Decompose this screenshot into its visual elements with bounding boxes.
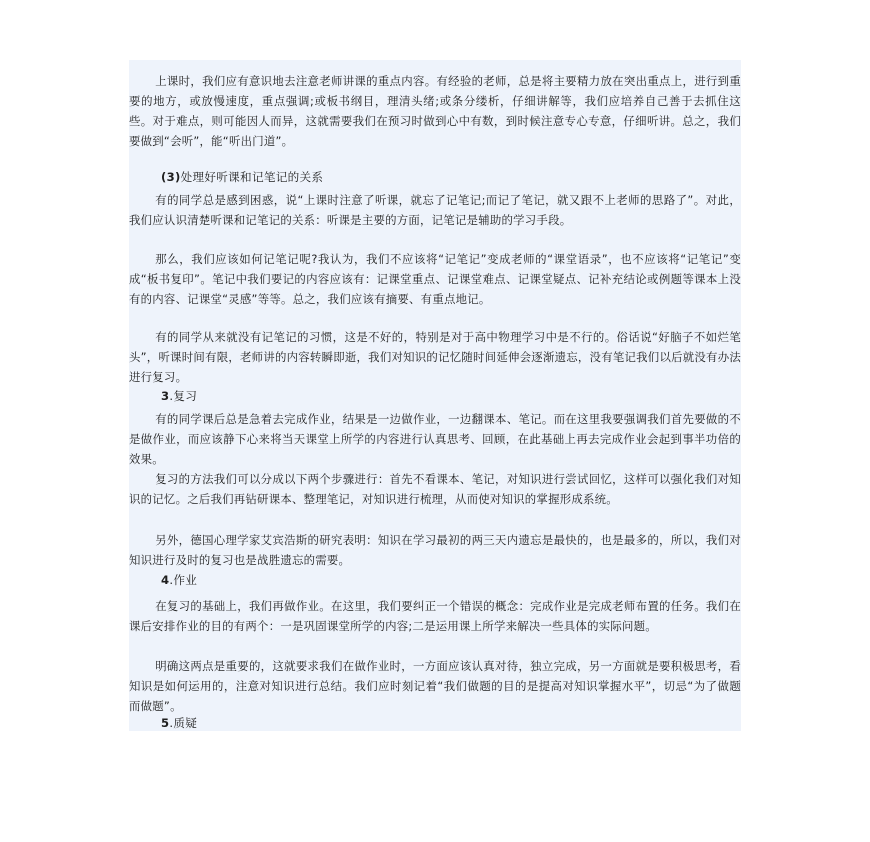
heading-review	[161, 386, 197, 406]
heading-text: .作业	[169, 573, 198, 587]
heading-homework	[161, 570, 197, 590]
paragraph-review-first: 有的同学课后总是急着去完成作业，结果是一边做作业，一边翻课本、笔记。而在这里我要强调我们首先要做的不是做作业，而应该静下心来将当天课堂上所学的内容进行认真思考、回顾，在此基础上再去完成作业会起到事半功倍的效果。	[129, 412, 741, 466]
heading-text: .复习	[169, 389, 198, 403]
heading-number: 4	[161, 573, 170, 587]
heading-text: .质疑	[169, 716, 198, 730]
document-page	[129, 60, 741, 731]
paragraph-listening-focus: 上课时，我们应有意识地去注意老师讲课的重点内容。有经验的老师，总是将主要精力放在突出重点上，进行到重要的地方，或放慢速度，重点强调;或板书纲目，理清头绪;或条分缕析，仔细讲解等，我们应培养自己善于去抓住这些。对于难点，则可能因人而异，这就需要我们在预习时做到心中有数，到时候注意专心专意，仔细听讲。总之，我们要做到“会听”，能“听出门道”。	[129, 74, 741, 148]
heading-questioning	[161, 713, 197, 731]
paragraph-note-habit: 有的同学从来就没有记笔记的习惯，这是不好的，特别是对于高中物理学习中是不行的。俗话说“好脑子不如烂笔头”，听课时间有限，老师讲的内容转瞬即逝，我们对知识的记忆随时间延伸会逐渐遗忘，没有笔记我们以后就没有办法进行复习。	[129, 330, 741, 384]
heading-notes-relationship	[161, 167, 323, 187]
paragraph-ebbinghaus: 另外，德国心理学家艾宾浩斯的研究表明：知识在学习最初的两三天内遗忘是最快的，也是最多的，所以，我们对知识进行及时的复习也是战胜遗忘的需要。	[129, 533, 741, 567]
heading-number: (3)	[161, 170, 181, 184]
paragraph-homework-attitude: 明确这两点是重要的，这就要求我们在做作业时，一方面应该认真对待，独立完成，另一方面就是要积极思考，看知识是如何运用的，注意对知识进行总结。我们应时刻记着“我们做题的目的是提高对知识掌握水平”，切忌“为了做题而做题”。	[129, 659, 741, 713]
heading-number: 5	[161, 716, 170, 730]
heading-text: 处理好听课和记笔记的关系	[180, 170, 324, 184]
paragraph-review-method: 复习的方法我们可以分成以下两个步骤进行：首先不看课本、笔记，对知识进行尝试回忆，这样可以强化我们对知识的记忆。之后我们再钻研课本、整理笔记，对知识进行梳理，从而使对知识的掌握形成系统。	[129, 472, 741, 506]
paragraph-notes-confusion: 有的同学总是感到困惑，说“上课时注意了听课，就忘了记笔记;而记了笔记，就又跟不上老师的思路了”。对此，我们应认识清楚听课和记笔记的关系：听课是主要的方面，记笔记是辅助的学习手段。	[129, 193, 741, 227]
paragraph-how-to-take-notes: 那么，我们应该如何记笔记呢?我认为，我们不应该将“记笔记”变成老师的“课堂语录”，也不应该将“记笔记”变成“板书复印”。笔记中我们要记的内容应该有：记课堂重点、记课堂难点、记课堂疑点、记补充结论或例题等课本上没有的内容、记课堂“灵感”等等。总之，我们应该有摘要、有重点地记。	[129, 252, 741, 306]
heading-number: 3	[161, 389, 170, 403]
paragraph-homework-purpose: 在复习的基础上，我们再做作业。在这里，我们要纠正一个错误的概念：完成作业是完成老师布置的任务。我们在课后安排作业的目的有两个：一是巩固课堂所学的内容;二是运用课上所学来解决一些具体的实际问题。	[129, 599, 741, 633]
